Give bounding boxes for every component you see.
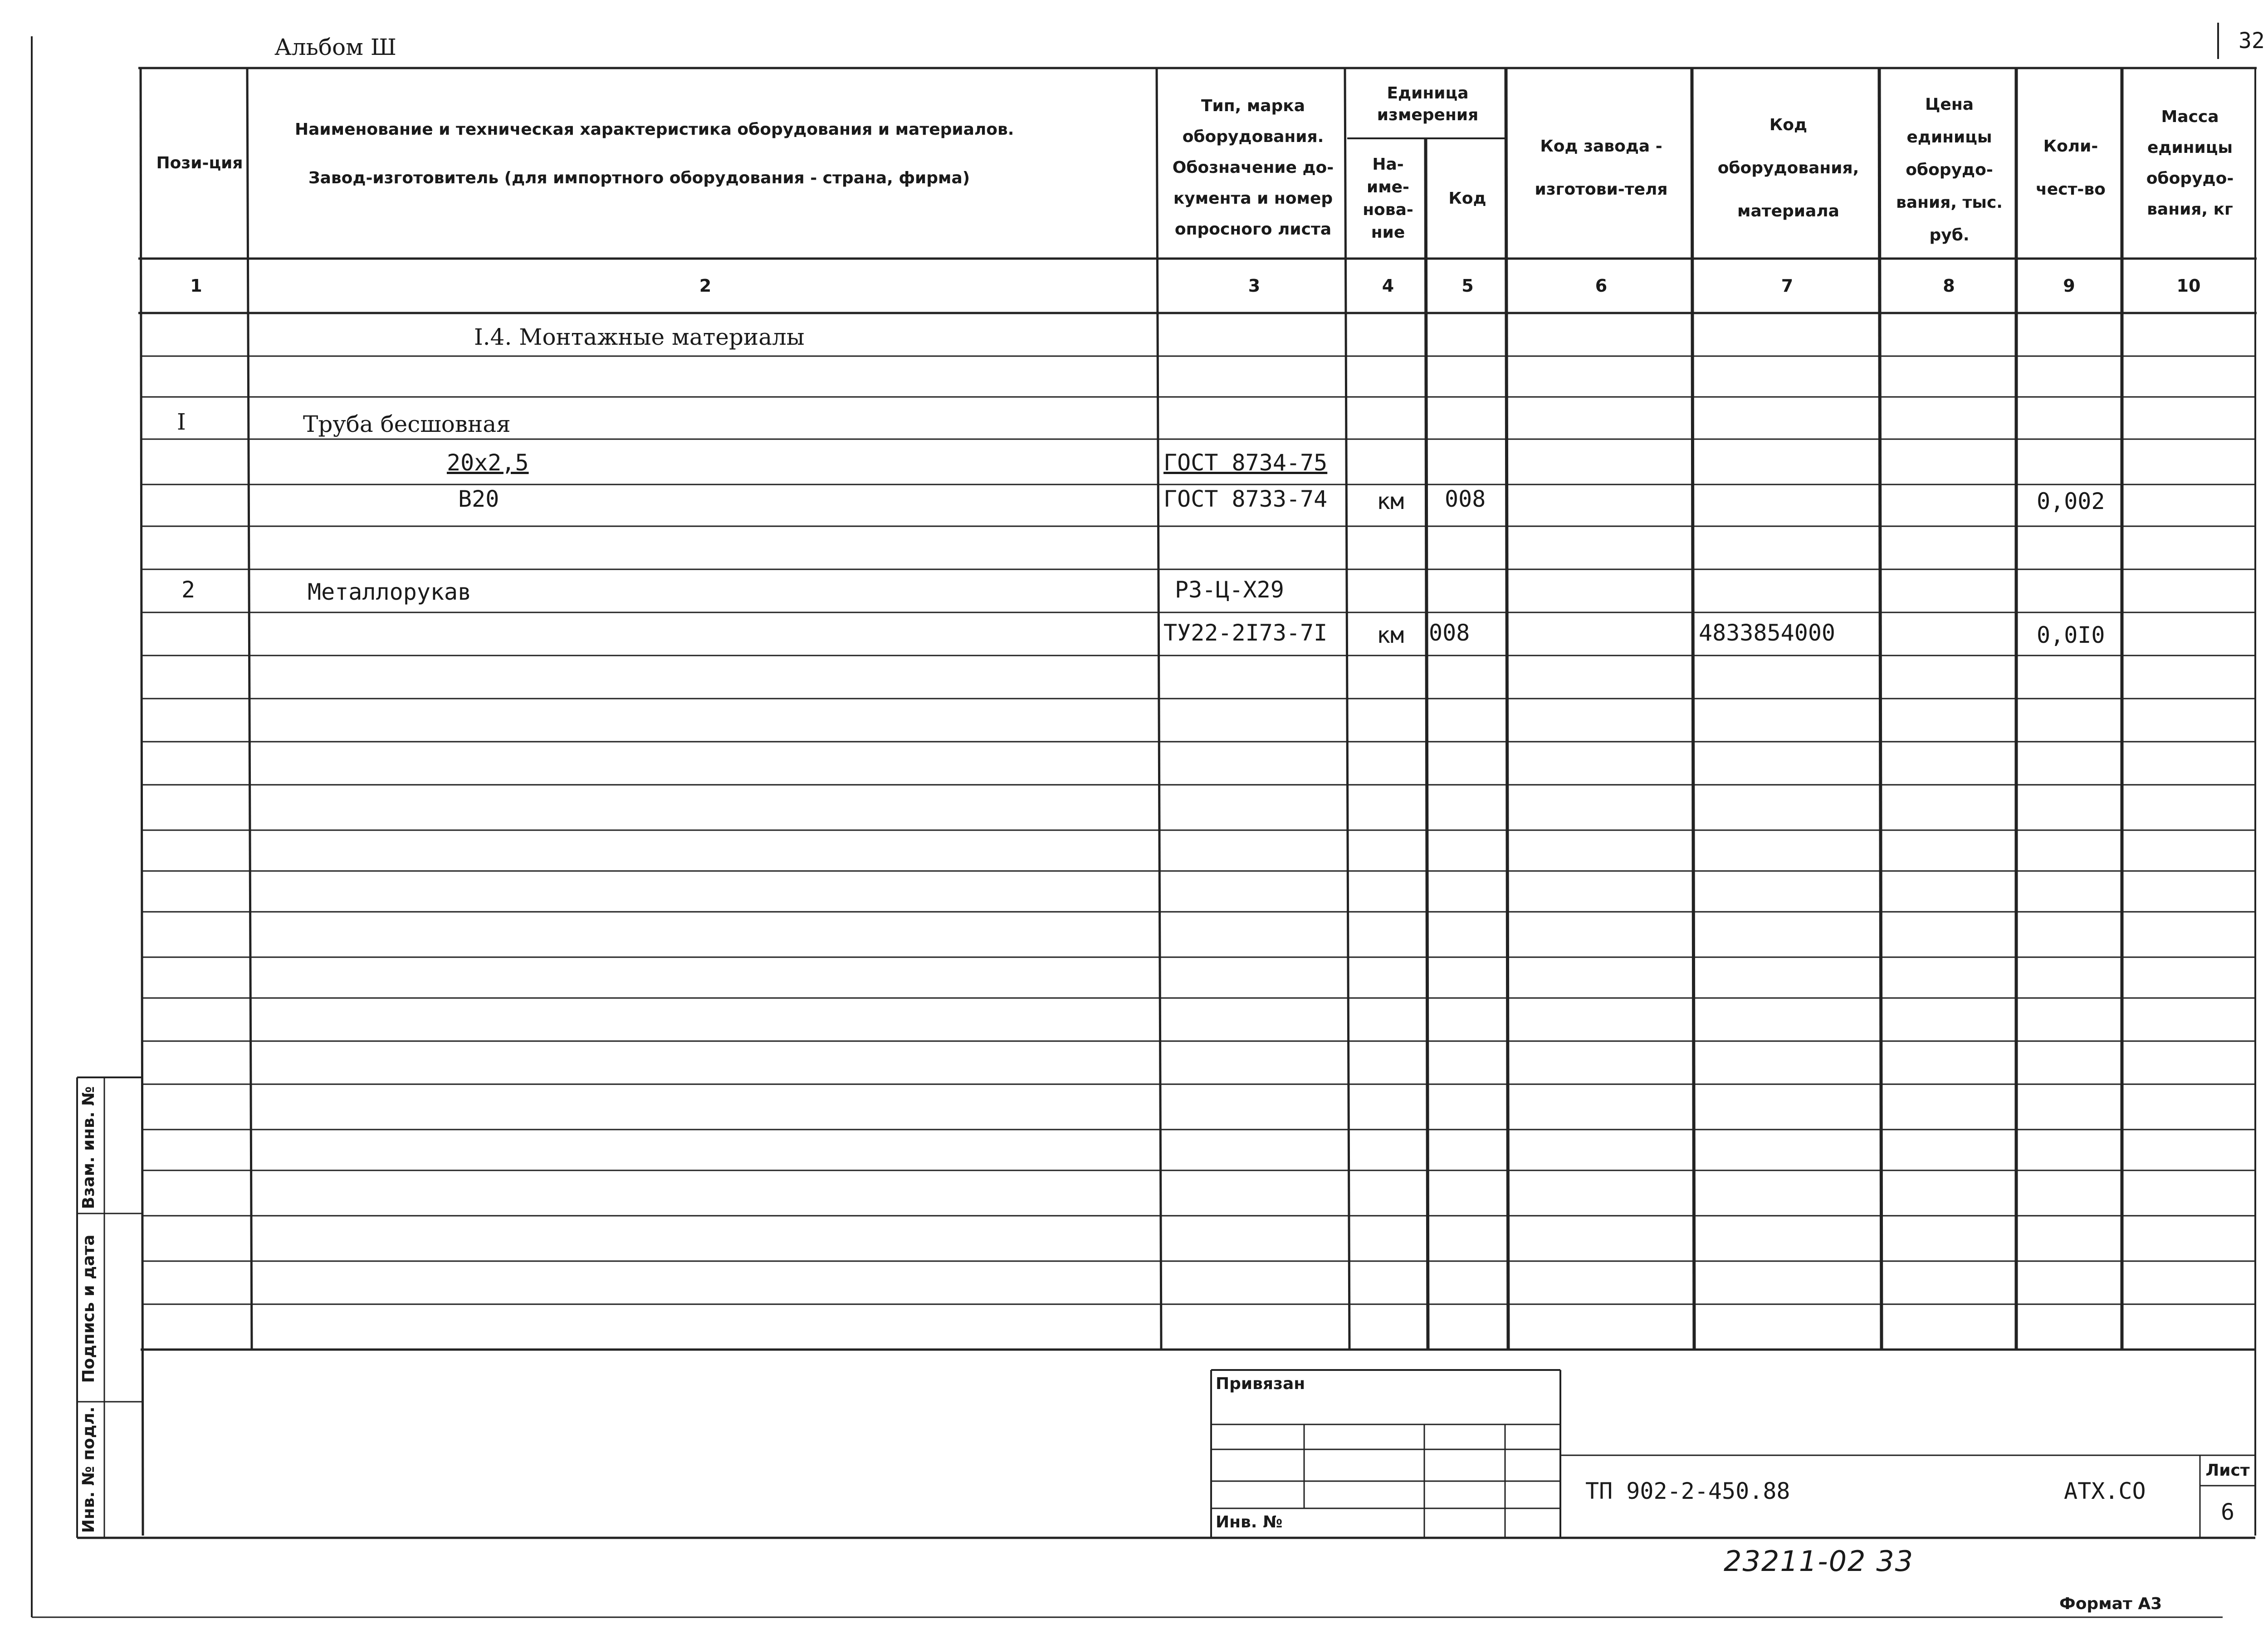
side-label-vzam: Взам. инв. № [79,1086,98,1209]
header-unit-name: На-име-нова-ние [1363,155,1413,242]
document-mark: АТХ.СО [2064,1478,2146,1504]
header-type: Тип, марка оборудования. Обозначение до-кумента и номер опросного листа [1172,97,1334,239]
header-unit-group-label: Единица измерения [1377,84,1479,124]
col-num-7: 7 [1781,276,1794,296]
header-unit-code: Код [1448,189,1486,208]
sheet-number: 6 [2220,1499,2235,1525]
item1-name: Труба бесшовная [303,411,511,437]
col-num-10: 10 [2176,276,2201,296]
item2-position: 2 [181,577,196,603]
col-num-1: 1 [190,276,202,296]
header-name-line1: Наименование и техническая характеристика оборудования и материалов. [295,120,1014,139]
col-num-5: 5 [1461,276,1474,296]
item1-code: 008 [1445,486,1486,512]
handwritten-number: 23211-02 33 [1724,1545,1914,1578]
format-label: Формат А3 [2059,1595,2162,1613]
side-label-podpis: Подпись и дата [79,1234,98,1383]
stamp-inv-no: Инв. № [1216,1513,1283,1531]
header-price: Цена единицы оборудо-вания, тыс. руб. [1896,95,2003,245]
col-num-8: 8 [1943,276,1955,296]
header-quantity: Коли-чест-во [2036,137,2106,199]
item1-std2: ГОСТ 8733-74 [1163,486,1328,512]
col-num-6: 6 [1595,276,1608,296]
header-position: Пози-ция [156,154,243,172]
item1-size: 20х2,5 [447,450,529,476]
header-equipment-code: Код оборудования, материала [1717,115,1859,220]
sheet-label: Лист [2205,1461,2250,1480]
col-num-4: 4 [1382,276,1394,296]
item1-quantity: 0,002 [2037,488,2105,514]
item2-std: ТУ22-2I73-7I [1163,620,1328,646]
header-name-line2: Завод-изготовитель (для импортного оборудования - страна, фирма) [308,169,970,187]
item1-position: I [177,409,186,435]
col-num-9: 9 [2063,276,2075,296]
col-num-2: 2 [699,276,712,296]
col-num-3: 3 [1248,276,1261,296]
item2-name: Металлорукав [308,579,472,605]
item1-std1: ГОСТ 8734-75 [1163,450,1328,476]
stamp-privyazan: Привязан [1216,1375,1305,1393]
item2-type: Р3-Ц-Х29 [1175,577,1284,603]
item2-unit: км [1377,622,1404,648]
item2-code: 008 [1429,620,1470,646]
document-code: ТП 902-2-450.88 [1585,1478,1790,1504]
header-maker-code: Код завода - изготови-теля [1535,137,1668,199]
page-number: 32 [2239,28,2265,54]
item2-material-code: 4833854000 [1699,620,1836,646]
item1-grade: В20 [458,486,499,512]
header-mass: Масса единицы оборудо-вания, кг [2146,108,2234,219]
side-label-inv-podl: Инв. № подл. [79,1406,98,1533]
item1-unit: км [1377,488,1404,514]
item2-quantity: 0,0I0 [2037,622,2105,648]
section-title: I.4. Монтажные материалы [474,324,805,350]
album-label: Альбом Ш [274,34,396,60]
